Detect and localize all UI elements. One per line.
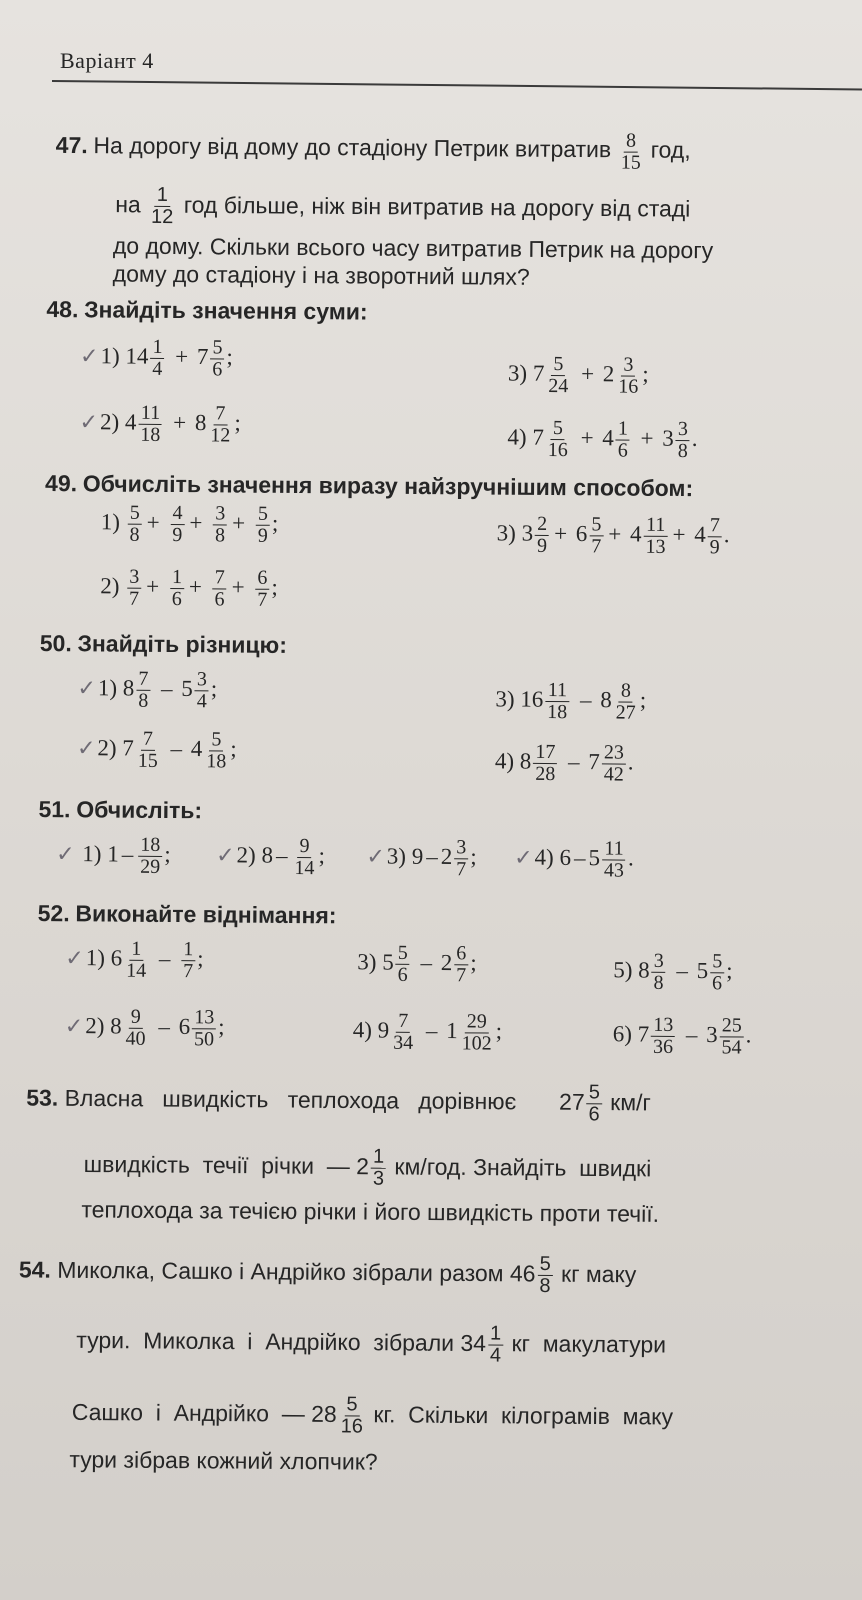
task-52-item-3: 3) 5 $\frac{5}{6}$ – 2 $\frac{6}{7}$ ; (357, 941, 477, 987)
task-53-line-3: теплохода за течією річки і його швидкість проти течії. (81, 1196, 660, 1227)
task-48-item-1: ✓1) 14 $\frac{1}{4}$ + 7 $\frac{5}{6}$ ; (79, 335, 233, 381)
task-50-item-4: 4) 8 $\frac{17}{28}$ – 7 $\frac{23}{42}$ . (494, 740, 634, 786)
check-mark-icon: ✓ (79, 344, 99, 370)
fraction: $\frac{1}{12}$ (150, 183, 174, 229)
task-47-line-2: на $\frac{1}{12}$ год більше, ніж він витратив на дорогу від стаді (115, 183, 691, 229)
task-54-line-4: тури зібрав кожний хлопчик? (69, 1446, 378, 1475)
task-52-item-2: ✓2) 8 $\frac{9}{40}$ – 6 $\frac{13}{50}$ ; (64, 1005, 225, 1051)
task-47-number: 47. (55, 131, 88, 159)
check-mark-icon: ✓ (65, 945, 84, 972)
task-49-item-3: 3) 3 $\frac{2}{9}$ + 6 $\frac{5}{7}$ + 4 $\frac{11}{13}$ + 4 $\frac{7}{9}$ . (496, 512, 730, 559)
task-54-line-3: Сашко і Андрійко — 28 $\frac{5}{16}$ кг. Скільки кілограмів маку (71, 1393, 674, 1438)
task-54-number: 54. (18, 1256, 51, 1283)
task-51-number: 51. (38, 795, 71, 823)
task-47-unit: год, (650, 136, 691, 163)
check-mark-icon: ✓ (514, 845, 533, 871)
task-48-item-3: 3) 7 $\frac{5}{24}$ + 2 $\frac{3}{16}$ ; (507, 353, 649, 398)
check-mark-icon: ✓ (76, 736, 96, 762)
task-52-item-6: 6) 7 $\frac{13}{36}$ – 3 $\frac{25}{54}$ . (612, 1013, 752, 1059)
check-mark-icon: ✓ (64, 1013, 84, 1040)
check-mark-icon: ✓ (56, 841, 75, 868)
task-52-title: Виконайте віднімання: (75, 900, 337, 929)
task-50-title-line (39, 629, 288, 658)
task-47-line-4: дому до стадіону і на зворотний шлях? (112, 260, 530, 290)
task-51-title: Обчисліть: (76, 796, 203, 824)
task-48-title: Знайдіть значення суми: (84, 296, 368, 325)
task-52-item-1: ✓1) 6 $\frac{1}{14}$ – $\frac{1}{7}$ ; (65, 937, 204, 983)
header-rule (52, 80, 862, 90)
check-mark-icon: ✓ (77, 676, 97, 702)
task-50-number: 50. (39, 629, 72, 657)
task-54-line-1: 54. Миколка, Сашко і Андрійко зібрали разом 46 $\frac{5}{8}$ кг маку (18, 1252, 637, 1298)
task-47-text: На дорогу від дому до стадіону Петрик витратив (93, 132, 612, 163)
check-mark-icon: ✓ (216, 843, 235, 869)
fraction: $\frac{8}{15}$ (620, 129, 641, 174)
task-49-number: 49. (44, 470, 78, 497)
check-mark-icon: ✓ (366, 844, 385, 870)
task-50-item-3: 3) 16 $\frac{11}{18}$ – 8 $\frac{8}{27}$ ; (495, 678, 647, 724)
task-47-line-1 (56, 126, 691, 174)
task-48-title-line (46, 298, 367, 324)
task-47-line-3: до дому. Скільки всього часу витратив Петрик на дорогу (112, 232, 714, 264)
task-52-number: 52. (37, 899, 70, 927)
task-51-items: ✓ 1) 1 – $\frac{18}{29}$ ; ✓2) 8 – $\frac{9}{14}$ ; ✓3) 9 – 2 $\frac{3}{7}$ ; ✓4) 6 – 5 $\frac{11}{43}$ . (56, 833, 634, 882)
task-49-item-1: 1) $\frac{5}{8}$ + $\frac{4}{9}$ + $\frac{3}{8}$ + $\frac{5}{9}$ ; (100, 501, 279, 547)
task-52-item-4: 4) 9 $\frac{7}{34}$ – 1 $\frac{29}{102}$ ; (352, 1009, 503, 1055)
task-52-title-line (37, 899, 337, 929)
task-52-item-5: 5) 8 $\frac{3}{8}$ – 5 $\frac{5}{6}$ ; (613, 949, 733, 995)
task-48-number: 48. (46, 296, 79, 323)
exercise-content (18, 112, 862, 1475)
task-49-title: Обчисліть значення виразу найзручнішим способом: (82, 470, 694, 502)
task-50-item-1: ✓1) 8 $\frac{7}{8}$ – 5 $\frac{3}{4}$ ; (77, 667, 218, 713)
task-51-title-line (38, 795, 203, 824)
task-53-number: 53. (26, 1084, 59, 1111)
task-54-line-2: тури. Миколка і Андрійко зібрали 34 $\frac{1}{4}$ кг макулатури (76, 1322, 667, 1367)
task-50-item-2: ✓2) 7 $\frac{7}{15}$ – 4 $\frac{5}{18}$ ; (76, 727, 237, 773)
check-mark-icon: ✓ (79, 410, 99, 436)
task-49-title-line (45, 472, 693, 500)
task-53-line-1: 53. Власна швидкість теплохода дорівнює 27 $\frac{5}{6}$ км/г (26, 1081, 651, 1126)
task-50-title: Знайдіть різницю: (77, 630, 288, 658)
task-49-item-2: 2) $\frac{3}{7}$ + $\frac{1}{6}$ + $\frac{7}{6}$ + $\frac{6}{7}$ ; (100, 565, 278, 611)
task-48-item-2: ✓2) 4 $\frac{11}{18}$ + 8 $\frac{7}{12}$ ; (79, 401, 241, 447)
task-53-line-2: швидкість течії річки — 2 $\frac{1}{3}$ км/год. Знайдіть швидкі (83, 1145, 652, 1190)
task-48-item-4: 4) 7 $\frac{5}{16}$ + 4 $\frac{1}{6}$ + 3 $\frac{3}{8}$ . (507, 417, 698, 463)
variant-header: Варіант 4 (60, 48, 154, 73)
